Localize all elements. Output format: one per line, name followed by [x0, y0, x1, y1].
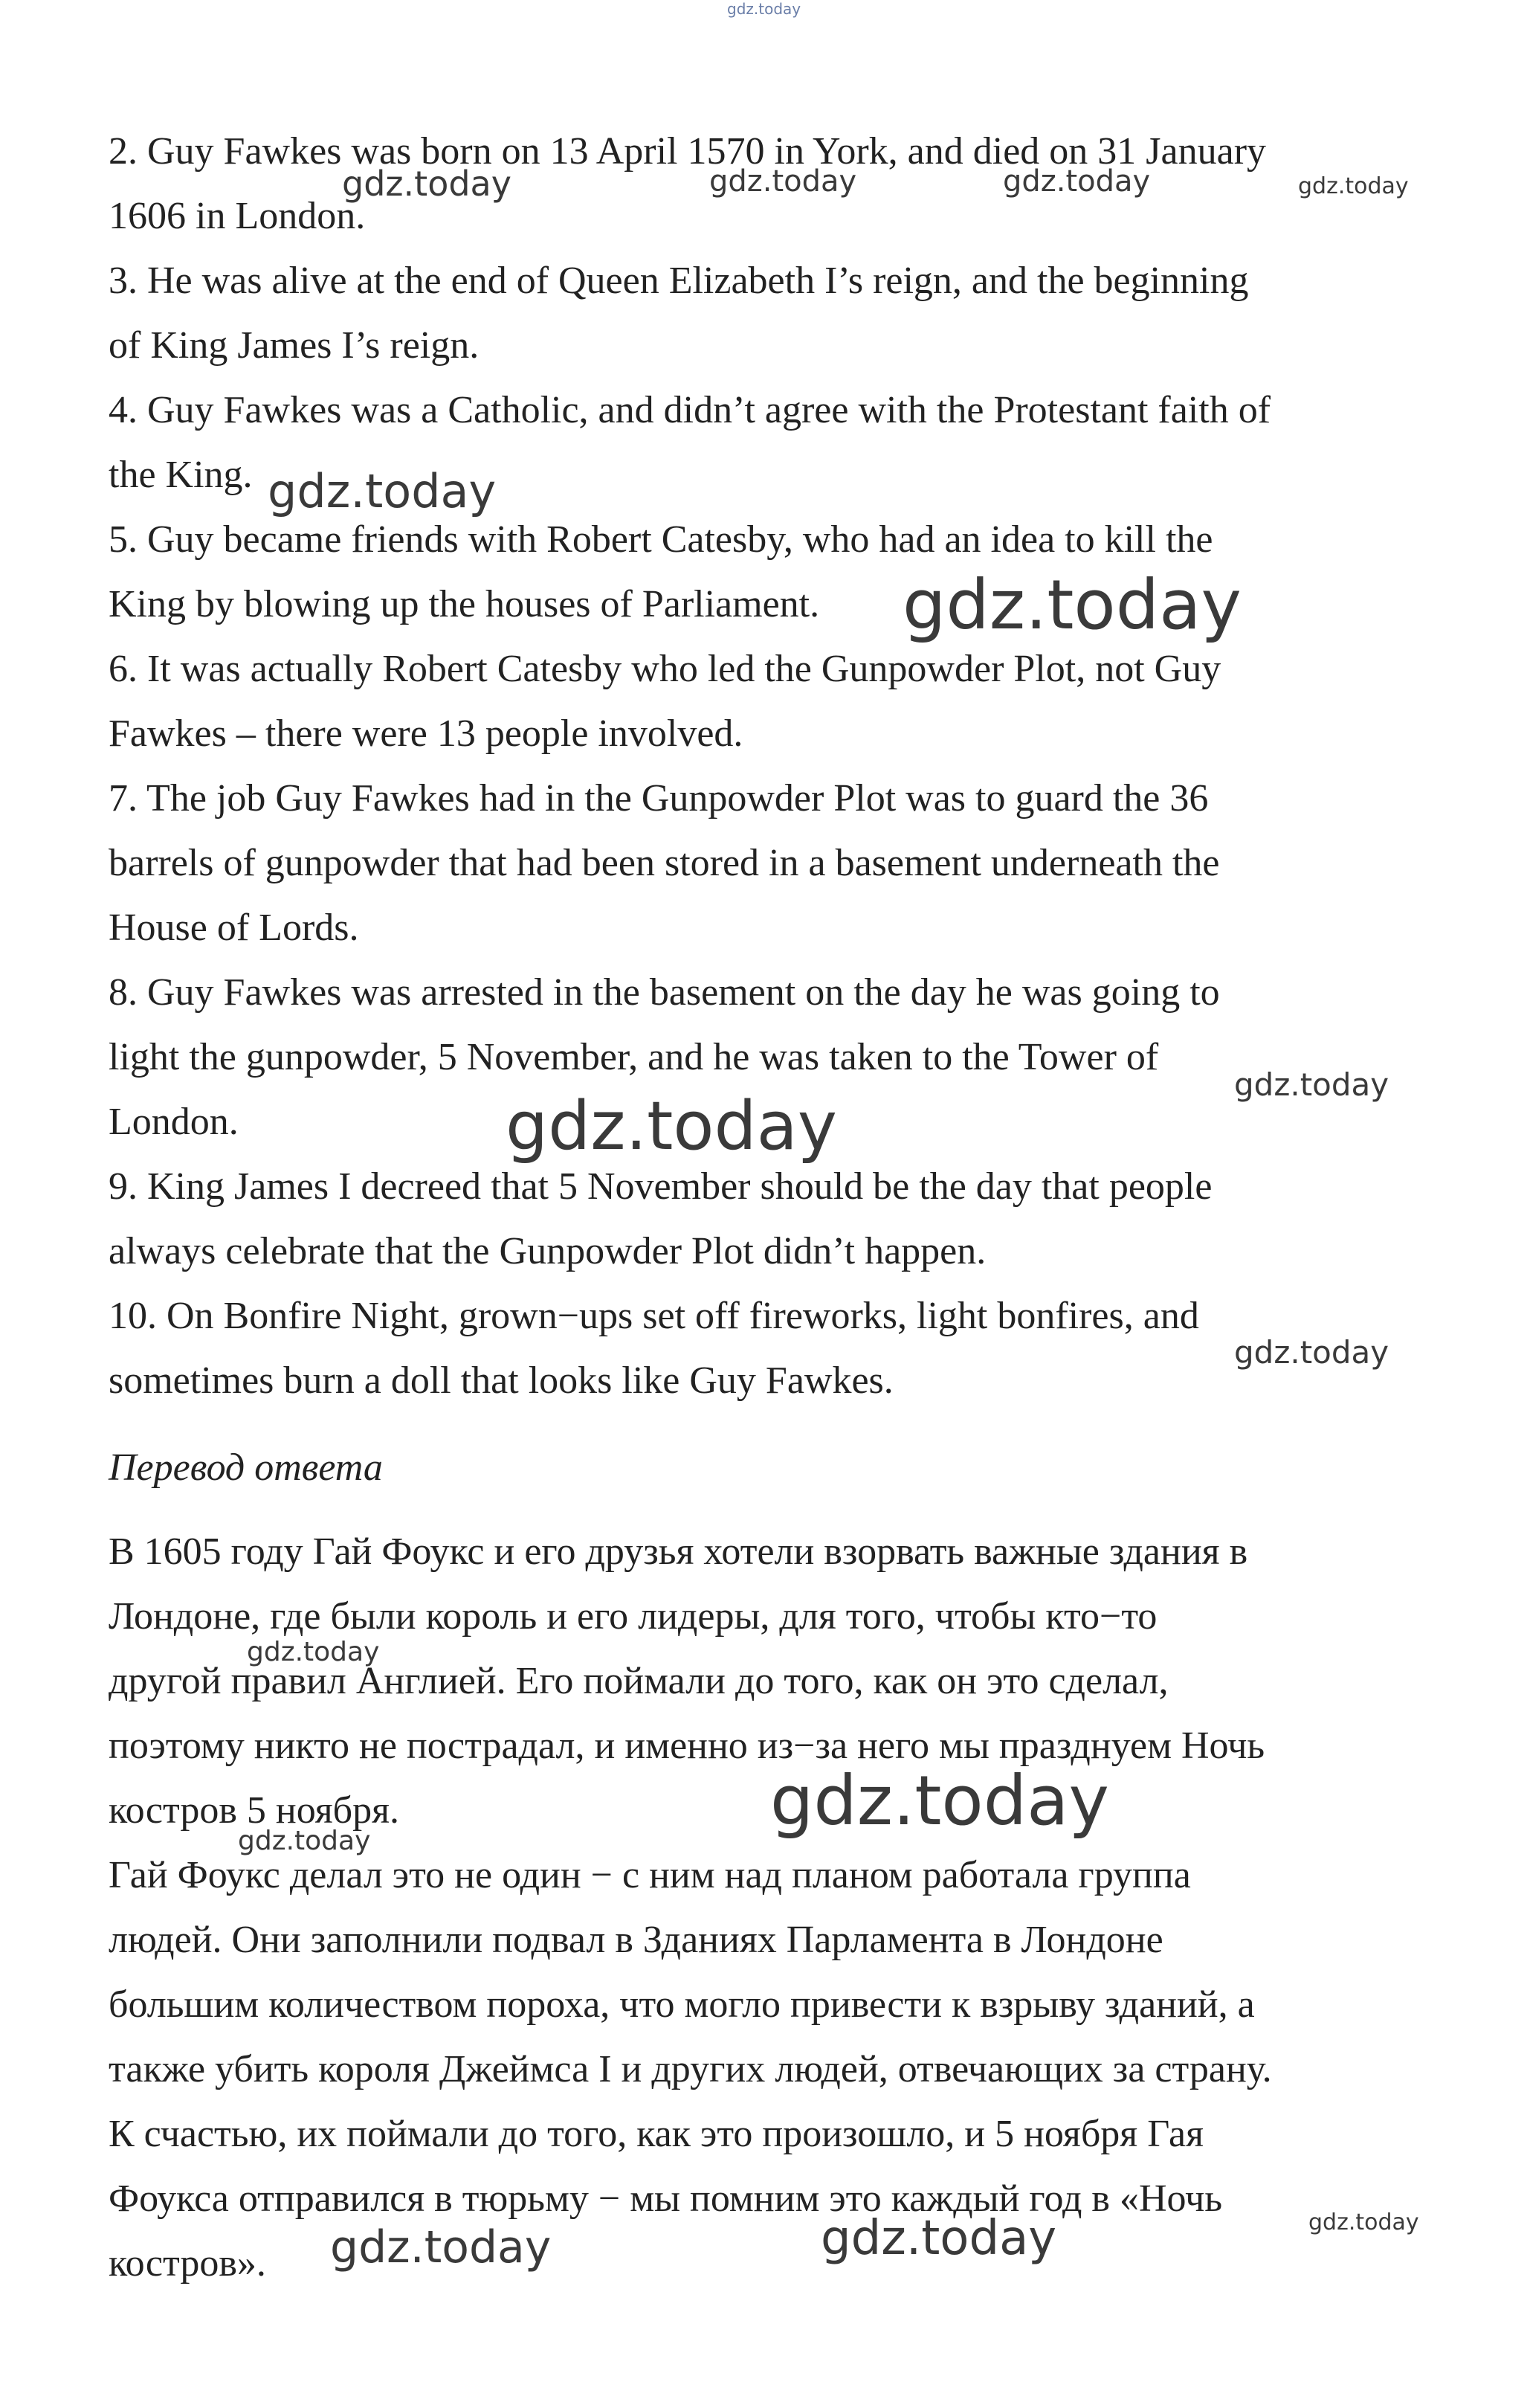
answer-line: 5. Guy became friends with Robert Catesby, who had an idea to kill the [109, 518, 1213, 561]
watermark: gdz.today [330, 2221, 552, 2273]
watermark: gdz.today [821, 2211, 1057, 2266]
translation-line: поэтому никто не пострадал, и именно из−за него мы празднуем Ночь [109, 1725, 1265, 1767]
watermark: gdz.today [506, 1087, 838, 1165]
translation-line: Лондоне, где были король и его лидеры, для того, чтобы кто−то [109, 1595, 1158, 1638]
answer-line: House of Lords. [109, 907, 359, 949]
answer-line: the King. [109, 454, 253, 496]
answer-line: 8. Guy Fawkes was arrested in the basement on the day he was going to [109, 971, 1220, 1014]
watermark: gdz.today [1003, 164, 1151, 199]
watermark: gdz.today [770, 1761, 1109, 1841]
translation-line: Фоукса отправился в тюрьму − мы помним это каждый год в «Ночь [109, 2177, 1223, 2220]
translation-line: К счастью, их поймали до того, как это произошло, и 5 ноября Гая [109, 2113, 1204, 2155]
answer-line: light the gunpowder, 5 November, and he was taken to the Tower of [109, 1036, 1159, 1078]
translation-line: Гай Фоукс делал это не один − с ним над планом работала группа [109, 1854, 1191, 1896]
watermark: gdz.today [903, 565, 1242, 645]
answer-line: barrels of gunpowder that had been stored in a basement underneath the [109, 842, 1220, 884]
translation-line: людей. Они заполнили подвал в Зданиях Парламента в Лондоне [109, 1919, 1163, 1961]
watermark: gdz.today [709, 164, 857, 199]
watermark: gdz.today [238, 1826, 371, 1856]
answer-line: of King James I’s reign. [109, 324, 480, 367]
watermark: gdz.today [247, 1637, 380, 1667]
watermark: gdz.today [1308, 2209, 1419, 2235]
answer-line: 9. King James I decreed that 5 November should be the day that people [109, 1165, 1213, 1208]
answer-line: 4. Guy Fawkes was a Catholic, and didn’t agree with the Protestant faith of [109, 389, 1271, 431]
answer-line: 2. Guy Fawkes was born on 13 April 1570 in York, and died on 31 January [109, 130, 1267, 173]
answer-line: sometimes burn a doll that looks like Guy Fawkes. [109, 1359, 894, 1402]
watermark: gdz.today [342, 164, 511, 204]
answer-line: 3. He was alive at the end of Queen Elizabeth I’s reign, and the beginning [109, 260, 1249, 302]
answer-line: London. [109, 1101, 239, 1143]
watermark: gdz.today [1234, 1066, 1389, 1103]
translation-line: другой правил Англией. Его поймали до того, как он это сделал, [109, 1660, 1169, 1702]
watermark-top: gdz.today [727, 0, 801, 18]
translation-heading: Перевод ответа [109, 1446, 383, 1489]
translation-line: костров». [109, 2242, 266, 2285]
translation-line: также убить короля Джеймса I и других людей, отвечающих за страну. [109, 2048, 1272, 2090]
watermark: gdz.today [268, 464, 497, 518]
answer-line: 6. It was actually Robert Catesby who led the Gunpowder Plot, not Guy [109, 648, 1221, 690]
answer-line: 1606 in London. [109, 195, 366, 237]
answer-line: always celebrate that the Gunpowder Plot didn’t happen. [109, 1230, 987, 1272]
answer-line: King by blowing up the houses of Parliament. [109, 583, 820, 625]
answer-line: 10. On Bonfire Night, grown−ups set off fireworks, light bonfires, and [109, 1295, 1199, 1337]
watermark: gdz.today [1234, 1334, 1389, 1371]
answer-line: Fawkes – there were 13 people involved. [109, 712, 743, 755]
translation-line: большим количеством пороха, что могло привести к взрыву зданий, а [109, 1983, 1255, 2026]
watermark: gdz.today [1298, 173, 1409, 199]
answer-line: 7. The job Guy Fawkes had in the Gunpowder Plot was to guard the 36 [109, 777, 1209, 820]
translation-line: костров 5 ноября. [109, 1789, 400, 1832]
translation-line: В 1605 году Гай Фоукс и его друзья хотели взорвать важные здания в [109, 1530, 1248, 1573]
